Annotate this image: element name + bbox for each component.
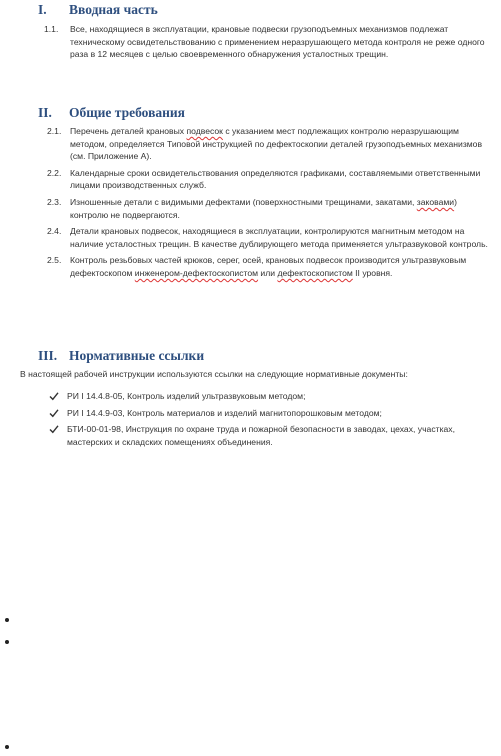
section-heading — [0, 2, 501, 18]
text-fragment: ) контролю не подвергаются. — [70, 196, 457, 220]
spellcheck-word: подвесок — [186, 126, 223, 136]
text-fragment: Детали крановых подвесок, находящиеся в эксплуатации, контролируются магнитным методом на наличие усталостных трещин. В качестве дублирующего метода применяется ультразвуковой контроль. — [70, 226, 488, 249]
section-title: Вводная часть — [69, 2, 158, 17]
section-normative-references — [0, 348, 501, 447]
section-introduction — [0, 2, 501, 60]
bullet-icon — [5, 618, 9, 622]
item-text — [70, 225, 495, 250]
bullet-icon — [5, 745, 9, 749]
item-text — [70, 125, 495, 163]
section-heading — [0, 348, 501, 364]
reference-item — [67, 390, 493, 403]
reference-item — [67, 423, 493, 448]
section-items — [44, 23, 492, 61]
section-intro: В настоящей рабочей инструкции используются ссылки на следующие нормативные документы: — [20, 369, 408, 379]
list-item — [47, 254, 495, 279]
item-number: 2.4. — [47, 226, 62, 237]
list-item — [47, 167, 495, 192]
text-fragment: или — [258, 267, 278, 278]
list-item — [47, 125, 495, 163]
section-number: II. — [38, 105, 52, 120]
spellcheck-word: заковами — [416, 196, 455, 207]
item-text — [70, 254, 495, 279]
text-fragment: Перечень деталей крановых — [70, 126, 187, 136]
section-heading — [0, 105, 501, 121]
text-fragment: Все, находящиеся в эксплуатации, крановые подвески грузоподъемных механизмов подлежат техническому освидетельствованию с применением неразрушающего метода контроля не реже одного раза в 12 месяцев с целью своевременного обнаружения усталостных трещин. — [70, 24, 485, 60]
item-number: 2.5. — [47, 255, 62, 266]
reference-text: РИ I 14.4.9-03, Контроль материалов и изделий магнитопорошковым методом; — [67, 407, 382, 418]
section-number: III. — [38, 348, 58, 363]
item-text — [70, 23, 492, 61]
item-number: 2.3. — [47, 196, 62, 207]
checkmark-icon — [49, 391, 59, 401]
list-item — [44, 23, 492, 61]
spellcheck-word: дефектоскопистом — [277, 267, 353, 278]
item-number: 1.1. — [44, 24, 59, 34]
section-title: Общие требования — [69, 105, 185, 120]
text-fragment: Календарные сроки освидетельствования определяются графиками, составляемыми ответственными лицами производственных служб. — [70, 167, 481, 191]
reference-text: РИ I 14.4.8-05, Контроль изделий ультразвуковым методом; — [67, 391, 306, 401]
section-number: I. — [38, 2, 47, 17]
item-text — [70, 167, 495, 192]
checkmark-icon — [49, 424, 59, 434]
item-text — [70, 196, 495, 221]
text-fragment: с указанием мест подлежащих контролю неразрушающим методом, определяется Типовой инструкцией по дефектоскопии деталей грузоподъемных механизмов (см. Приложение А). — [70, 126, 483, 162]
spellcheck-word: инженером-дефектоскопистом — [134, 267, 259, 278]
text-fragment: Изношенные детали с видимыми дефектами (поверхностными трещинами, закатами, — [70, 196, 417, 207]
checkmark-icon — [49, 408, 59, 418]
item-number: 2.1. — [47, 126, 62, 136]
section-items — [47, 125, 495, 280]
reference-list — [67, 390, 493, 448]
text-fragment: II уровня. — [352, 267, 393, 278]
list-item — [47, 196, 495, 221]
reference-item — [67, 407, 493, 420]
list-item — [47, 225, 495, 250]
item-number: 2.2. — [47, 167, 62, 178]
bullet-icon — [5, 640, 9, 644]
section-general-requirements — [0, 105, 501, 278]
text-fragment: Контроль резьбовых частей крюков, серег, осей, крановых подвесок производится ультразвуковым дефектоскопом — [70, 255, 467, 278]
reference-text: БТИ-00-01-98, Инструкция по охране труда и пожарной безопасности в заводах, цехах, участках, мастерских и складских помещениях объединения. — [67, 424, 455, 447]
section-title: Нормативные ссылки — [69, 348, 205, 363]
